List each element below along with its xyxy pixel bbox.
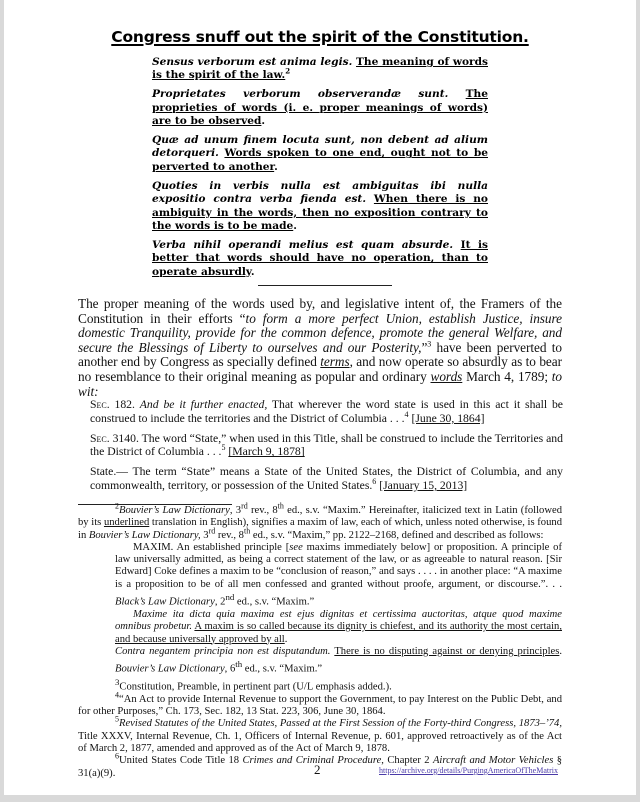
maxim-item: Quæ ad unum finem locuta sunt, non debent ad alium detorqueri. Words spoken to one end, ought not to be perverted to another. (152, 134, 488, 173)
fn-text: ed., s.v. “Maxim.” (242, 663, 323, 675)
source-title: Revised Statutes of the United States, Passed at the First Session of the Forty-third Congress, 1873–’74, (119, 718, 562, 730)
body-text: , and now operate so absurdly as to bear no resemblance to their original meaning as popular and ordinary (78, 354, 562, 384)
fn-text: underlined (103, 517, 150, 529)
fn-text: 3 (200, 529, 209, 541)
maxims-block (152, 56, 488, 285)
body-paragraph: The proper meaning of the words used by, and legislative intent of, the Framers of the Constitution in their efforts “to form a more perfect Union, establish Justice, insure domestic Tranquility, provide for the common defence, promote the general Welfare, and secure the Blessings of Liberty to ourselves and our Posterity,”$^3$ have been perverted to another end by Congress as specially defined terms, and now operate so absurdly as to bear no resemblance to their original meaning as popular and ordinary words March 4, 1789; to wit: (78, 296, 562, 399)
fn-text: , 3 (229, 505, 242, 516)
fn-text: MAXIM. An established principle [ (133, 541, 290, 553)
body-text: March 4, 1789; (462, 368, 552, 384)
section-label: Sec. (90, 398, 110, 411)
footnote-number: 6 (115, 751, 119, 761)
ordinal: th (243, 526, 251, 536)
ordinal: th (277, 501, 284, 511)
footnote-ref[interactable]: 4 (404, 409, 409, 419)
fn-text: Constitution, Preamble, in pertinent part (U/L emphasis added.). (119, 681, 392, 693)
source-title: Bouvier’s Law Dictionary (119, 505, 230, 516)
maxim-item: Proprietates verborum observerandæ sunt. The proprieties of words (i. e. proper meanings of words) are to be observed. (152, 88, 488, 128)
footnote-ref[interactable]: 3 (427, 339, 432, 349)
fn-text: United States Code Title 18 (119, 755, 243, 767)
maxim-english: A maxim is so called because its dignity is chiefest, and its authority the most certain, and because universally approved by all (115, 621, 562, 645)
maxim-latin: Quæ ad unum finem locuta sunt, non debent ad alium detorqueri. (152, 134, 488, 160)
statute-item (90, 398, 563, 426)
maxim-latin: Verba nihil operandi melius est quam absurde. (152, 238, 454, 251)
section-number: 3140. (109, 431, 142, 445)
enacting-clause: And be it further enacted, (139, 398, 268, 411)
statute-text: The word “State,” when used in this Title, shall be construed to include the Territories and the District of Columbia . . . (90, 431, 563, 459)
emphasized-term: terms (320, 354, 350, 370)
fn-text: , 6 (224, 663, 236, 675)
body-text: The proper meaning of the words used by, and legislative intent of, the Framers of the Constitution in their efforts “ (78, 296, 562, 326)
footnote-ref[interactable]: 5 (221, 443, 226, 453)
footnote-5 (78, 714, 562, 755)
source-title: Bouvier’s Law Dictionary, (88, 529, 201, 541)
footnote-number: 2 (115, 501, 119, 511)
maxim-latin: Contra negantem principia non est disputandum. (115, 645, 331, 657)
maxim-english: There is no disputing against or denying principles (334, 645, 560, 657)
maxim-english: When there is no ambiguity in the words, then no exposition contrary to the words is to be made (152, 193, 488, 232)
maxime-quote: Maxime ita dicta quia maxima est ejus dignitas et certissima auctoritas, atque quod maxime omnibus probetur. A maxim is so called because its dignity is chiefest, and its authority the most certain, and because universally approved by all. (115, 608, 562, 645)
body-text: have been perverted to another end by Congress as specially defined (78, 339, 562, 370)
maxim-item: Quoties in verbis nulla est ambiguitas ibi nulla expositio contra verba fienda est. When there is no ambiguity in the words, then no exposition contrary to the words is to be made. (152, 179, 488, 232)
statute-date: [January 15, 2013] (379, 478, 468, 492)
fn-text: rev., 8 (215, 529, 244, 541)
maxim-english: The meaning of words is the spirit of the law. (152, 56, 488, 82)
footnote-number: 3 (115, 676, 120, 687)
preamble-quote: to form a more perfect Union, establish Justice, insure domestic Tranquility, provide for the common defence, promote the general Welfare, and secure the Blessings of Liberty to ourselves and our Posterity, (78, 310, 562, 355)
ordinal: rd (208, 526, 216, 536)
maxim-item: Verba nihil operandi melius est quam absurde. It is better that words should have no operation, than to operate absurdly. (152, 238, 488, 278)
source-title: Black’s Law Dictionary (115, 596, 215, 608)
section-number: 182. (109, 398, 140, 411)
fn-text: maxims immediately below] or proposition. A principle of law universally admitted, as being a correct statement of the law, or as agreeable to natural reason. [Sir Edward] Coke defines a maxim to be “conclusion of reason,” and says . . . . in another place: “A maxime is a proposition to be of all men confessed and granted without proofe, argument, or discourse.”. . . (115, 541, 563, 590)
statute-text: That wherever the word state is used in this act it shall be construed to include the territories and the District of Columbia . . . (90, 398, 563, 425)
statute-text: State.— The term “State” means a State of the United States, the District of Columbia, and any commonwealth, territory, or possession of the United States. (90, 465, 563, 492)
maxim-latin: Sensus verborum est anima legis. (152, 56, 353, 68)
fn-text: ed., s.v. “Maxim.” Hereinafter, italicized text in Latin (followed by its (78, 505, 562, 529)
fn-text: translation in English), signifies a maxim of law, each of which, unless noted otherwise, is found in (78, 517, 562, 541)
fn-text: “An Act to provide Internal Revenue to support the Government, to pay Interest on the Public Debt, and for other Purposes,” Ch. 173, Sec. 182, 13 Stat. 223, 306, June 30, 1864. (78, 693, 562, 718)
statute-date: [March 9, 1878] (228, 445, 305, 459)
maxim-latin: Maxime ita dicta quia maxima est ejus dignitas et certissima auctoritas, atque quod maxime omnibus probetur. (115, 608, 562, 633)
fn-text: § 31(a)(9). (78, 755, 563, 779)
fn-text: ed., s.v. “Maxim,” pp. 2122–2168, defined and described as follows: (250, 529, 544, 541)
footnote-2 (78, 501, 562, 542)
footnote-number: 5 (115, 714, 119, 724)
footnote-ref[interactable]: 2 (285, 66, 291, 76)
fn-text: , 2 (214, 596, 226, 608)
contra-quote: Contra negantem principia non est disputandum. There is no disputing against or denying principles. Bouvier’s Law Dictionary, 6th ed., s.v. “Maxim.” (115, 645, 562, 675)
footnotes-block (78, 501, 563, 780)
ordinal: th (235, 659, 243, 670)
maxim-item (152, 56, 488, 83)
page-title: Congress snuff out the spirit of the Constitution. (111, 28, 529, 46)
page-number: 2 (314, 762, 321, 777)
to-wit: to wit: (78, 368, 562, 399)
maxim-latin: Quoties in verbis nulla est ambiguitas ibi nulla expositio contra verba fienda est. (152, 179, 488, 206)
fn-text: rev., 8 (247, 505, 278, 516)
emphasized-term: words (430, 368, 463, 384)
maxim-english: Words spoken to one end, ought not to be perverted to another (152, 147, 488, 173)
footnote-block-quote (115, 542, 562, 694)
maxim-definition (115, 542, 562, 609)
source-title: Crimes and Criminal Procedure (242, 755, 382, 767)
section-label: Sec. (90, 431, 110, 445)
footnote-3 (115, 676, 562, 694)
footnote-ref[interactable]: 6 (372, 477, 377, 487)
ordinal: rd (241, 501, 248, 511)
fn-text: see (289, 541, 303, 553)
footnote-4 (78, 690, 562, 719)
statute-item (90, 432, 563, 460)
document-page (4, 0, 636, 795)
fn-text: , Chapter 2 (381, 755, 433, 767)
statutes-block (90, 398, 563, 499)
source-title: Bouvier’s Law Dictionary (115, 663, 225, 675)
statute-date: [June 30, 1864] (411, 411, 485, 425)
archive-link[interactable]: https://archive.org/details/PurgingAmericaOfTheMatrix (379, 766, 558, 775)
footnote-number: 4 (115, 690, 119, 700)
section-divider (258, 285, 392, 286)
fn-text: Title XXXV, Internal Revenue, Ch. 1, Officers of Internal Revenue, p. 601, approved retroactively as of the Act of March 2, 1877, amended and approved as of the Act of March 9, 1878. (78, 730, 562, 754)
source-title: Aircraft and Motor Vehicles (432, 755, 554, 767)
maxim-english: It is better that words should have no operation, than to operate absurdly (152, 238, 488, 278)
fn-text: ed., s.v. “Maxim.” (234, 596, 315, 608)
statute-item (90, 465, 563, 493)
maxim-english: The proprieties of words (i. e. proper meanings of words) are to be observed (152, 88, 488, 128)
maxim-latin: Proprietates verborum observerandæ sunt. (152, 88, 449, 101)
ordinal: nd (225, 592, 235, 603)
